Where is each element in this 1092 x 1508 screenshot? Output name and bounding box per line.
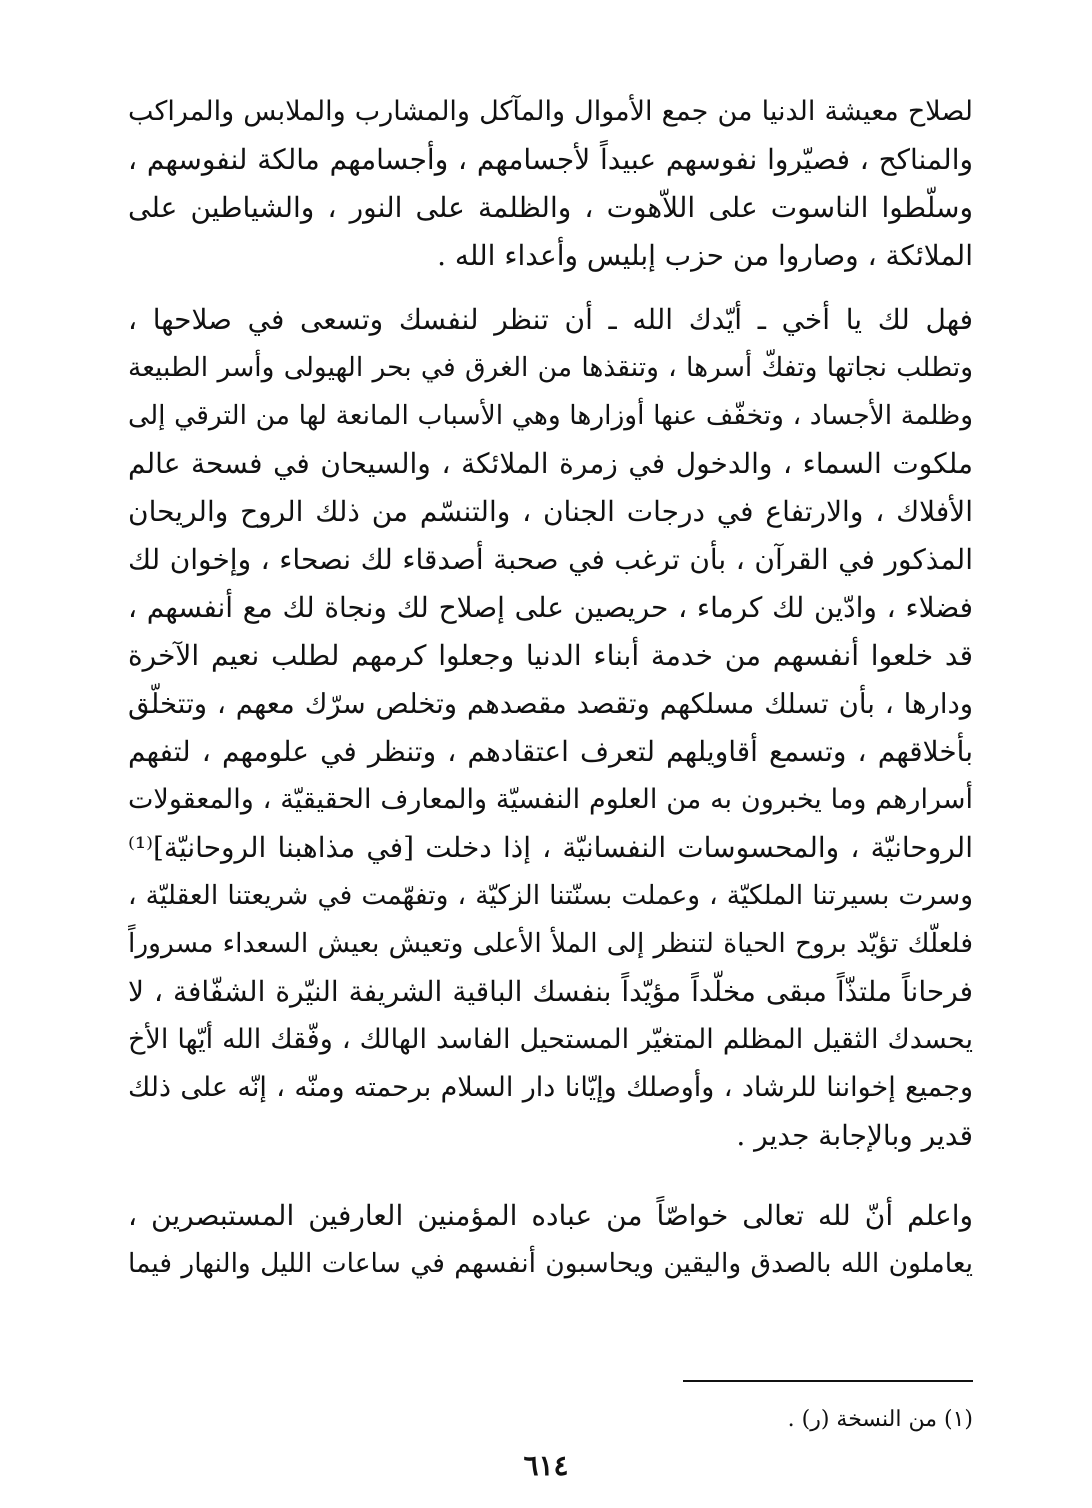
text-line: وجميع إخواننا للرشاد ، وأوصلك وإيّانا دار السلام برحمته ومنّه ، إنّه على ذلك [128, 1072, 973, 1103]
text-line: وسلّطوا الناسوت على اللاّهوت ، والظلمة على النور ، والشياطين على [128, 191, 973, 224]
text-line: فلعلّك تؤيّد بروح الحياة لتنظر إلى الملأ الأعلى وتعيش بعيش السعداء مسروراً [128, 928, 973, 959]
paragraph-3 [128, 1192, 973, 1288]
text-line: والمناكح ، فصيّروا نفوسهم عبيداً لأجسامهم ، وأجسامهم مالكة لنفوسهم ، [128, 143, 973, 176]
text-line: فهل لك يا أخي ـ أيّدك الله ـ أن تنظر لنفسك وتسعى في صلاحها ، [128, 303, 973, 336]
text-line: الروحانيّة ، والمحسوسات النفسانيّة ، إذا دخلت [في مذاهبنا الروحانيّة]⁽¹⁾ [128, 831, 973, 864]
text-line: بأخلاقهم ، وتسمع أقاويلهم لتعرف اعتقادهم ، وتنظر في علومهم ، لتفهم [128, 735, 973, 768]
text-line: قد خلعوا أنفسهم من خدمة أبناء الدنيا وجعلوا كرمهم لطلب نعيم الآخرة [128, 639, 973, 672]
text-line: قدير وبالإجابة جدير . [736, 1119, 973, 1152]
text-line: وظلمة الأجساد ، وتخفّف عنها أوزارها وهي الأسباب المانعة لها من الترقي إلى [128, 400, 973, 431]
text-line: لصلاح معيشة الدنيا من جمع الأموال والمآكل والمشارب والملابس والمراكب [128, 96, 973, 127]
text-line: المذكور في القرآن ، بأن ترغب في صحبة أصدقاء لك نصحاء ، وإخوان لك [128, 543, 973, 576]
page-number: ٦١٤ [523, 1449, 569, 1482]
paragraph-2 [128, 296, 973, 1160]
footnote-separator [683, 1380, 973, 1382]
text-line: وسرت بسيرتنا الملكيّة ، وعملت بسنّتنا الزكيّة ، وتفهّمت في شريعتنا العقليّة ، [128, 880, 973, 911]
text-line: واعلم أنّ لله تعالى خواصّاً من عباده المؤمنين العارفين المستبصرين ، [128, 1199, 973, 1232]
paragraph-1 [128, 88, 973, 280]
text-line: فضلاء ، وادّين لك كرماء ، حريصين على إصلاح لك ونجاة لك مع أنفسهم ، [128, 591, 973, 624]
text-line: الملائكة ، وصاروا من حزب إبليس وأعداء الله . [437, 239, 973, 272]
text-line: وتطلب نجاتها وتفكّ أسرها ، وتنقذها من الغرق في بحر الهيولى وأسر الطبيعة [128, 352, 973, 383]
text-line: أسرارهم وما يخبرون به من العلوم النفسيّة والمعارف الحقيقيّة ، والمعقولات [128, 784, 973, 815]
text-line: فرحاناً ملتذّاً مبقى مخلّداً مؤيّداً بنفسك الباقية الشريفة النيّرة الشفّافة ، لا [128, 975, 973, 1008]
text-line: يعاملون الله بالصدق واليقين ويحاسبون أنفسهم في ساعات الليل والنهار فيما [128, 1248, 973, 1279]
text-line: ودارها ، بأن تسلك مسلكهم وتقصد مقصدهم وتخلص سرّك معهم ، وتتخلّق [128, 688, 973, 720]
text-line: يحسدك الثقيل المظلم المتغيّر المستحيل الفاسد الهالك ، وفّقك الله أيّها الأخ [128, 1024, 973, 1055]
text-line: الأفلاك ، والارتفاع في درجات الجنان ، والتنسّم من ذلك الروح والريحان [128, 495, 973, 528]
footnote: (١) من النسخة (ر) . [787, 1407, 973, 1432]
text-line: ملكوت السماء ، والدخول في زمرة الملائكة ، والسيحان في فسحة عالم [128, 447, 973, 480]
